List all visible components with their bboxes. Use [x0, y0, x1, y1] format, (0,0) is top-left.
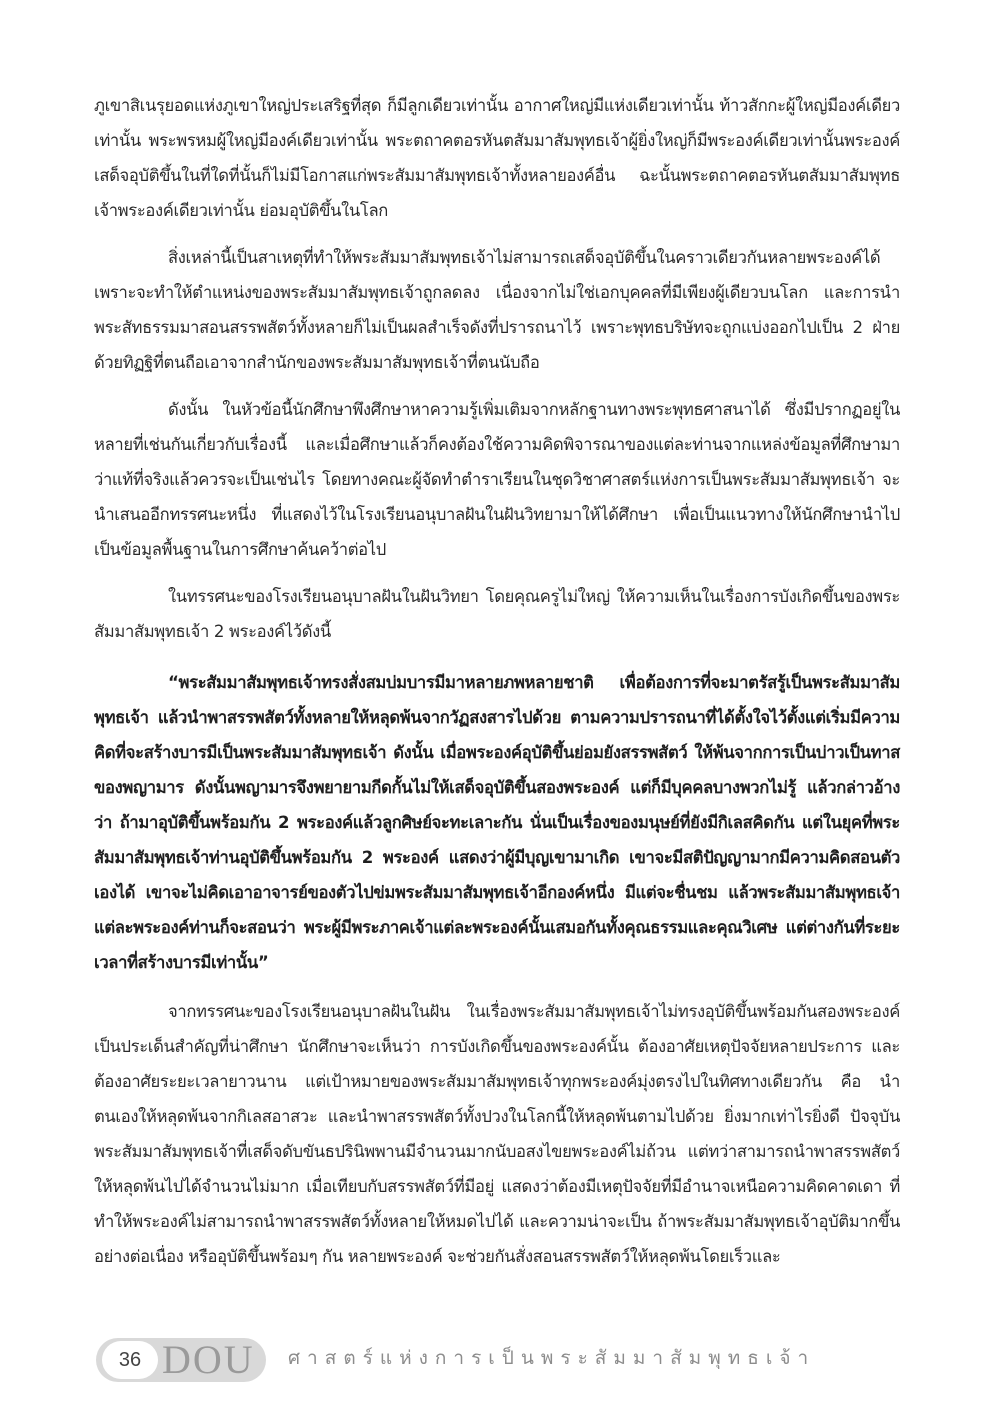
paragraph-3: ดังนั้น ในหัวข้อนี้นักศึกษาพึงศึกษาหาความรู้เพิ่มเติมจากหลักฐานทางพระพุทธศาสนาได้ ซึ่งมีปรากฏอยู่ในหลายที่เช่นกันเกี่ยวกับเรื่องนี้ และเมื่อศึกษาแล้วก็คงต้องใช้ความคิดพิจารณาของแต่ละท่านจากแหล่งข้อมูลที่ศึกษามาว่าแท้ที่จริงแล้วควรจะเป็นเช่นไร โดยทางคณะผู้จัดทำตำราเรียนในชุดวิชาศาสตร์แห่งการเป็นพระสัมมาสัมพุทธเจ้า จะนำเสนออีกทรรศนะหนึ่ง ที่แสดงไว้ในโรงเรียนอนุบาลฝันในฝันวิทยามาให้ได้ศึกษา เพื่อเป็นแนวทางให้นักศึกษานำไปเป็นข้อมูลพื้นฐานในการศึกษาค้นคว้าต่อไป [94, 400, 900, 559]
course-title: ศาสตร์แห่งการเป็นพระสัมมาสัมพุทธเจ้า [288, 1347, 816, 1369]
paragraph-2: สิ่งเหล่านี้เป็นสาเหตุที่ทำให้พระสัมมาสัมพุทธเจ้าไม่สามารถเสด็จอุบัติขึ้นในคราวเดียวกันหลายพระองค์ได้ เพราะจะทำให้ตำแหน่งของพระสัมมาสัมพุทธเจ้าถูกลดลง เนื่องจากไม่ใช่เอกบุคคลที่มีเพียงผู้เดียวบนโลก และการนำพระสัทธรรมมาสอนสรรพสัตว์ทั้งหลายก็ไม่เป็นผลสำเร็จดังที่ปรารถนาไว้ เพราะพุทธบริษัทจะถูกแบ่งออกไปเป็น 2 ฝ่ายด้วยทิฏฐิที่ตนถือเอาจากสำนักของพระสัมมาสัมพุทธเจ้าที่ตนนับถือ [94, 248, 900, 372]
paragraph-1: ภูเขาสิเนรุยอดแห่งภูเขาใหญ่ประเสริฐที่สุด ก็มีลูกเดียวเท่านั้น อากาศใหญ่มีแห่งเดียวเท่านั้น ท้าวสักกะผู้ใหญ่มีองค์เดียวเท่านั้น พระพรหมผู้ใหญ่มีองค์เดียวเท่านั้น พระตถาคตอรหันตสัมมาสัมพุทธเจ้าผู้ยิ่งใหญ่ก็มีพระองค์เดียวเท่านั้นพระองค์เสด็จอุบัติขึ้นในที่ใดที่นั้นก็ไม่มีโอกาสแก่พระสัมมาสัมพุทธเจ้าทั้งหลายองค์อื่น ฉะนั้นพระตถาคตอรหันตสัมมาสัมพุทธเจ้าพระองค์เดียวเท่านั้น ย่อมอุบัติขึ้นในโลก [94, 96, 900, 220]
page-badge [96, 1338, 266, 1382]
block-quote: “พระสัมมาสัมพุทธเจ้าทรงสั่งสมบ่มบารมีมาหลายภพหลายชาติ เพื่อต้องการที่จะมาตรัสรู้เป็นพระสัมมาสัมพุทธเจ้า แล้วนำพาสรรพสัตว์ทั้งหลายให้หลุดพ้นจากวัฏสงสารไปด้วย ตามความปรารถนาที่ได้ตั้งใจไว้ตั้งแต่เริ่มมีความคิดที่จะสร้างบารมีเป็นพระสัมมาสัมพุทธเจ้า ดังนั้น เมื่อพระองค์อุบัติขึ้นย่อมยังสรรพสัตว์ ให้พ้นจากการเป็นบ่าวเป็นทาสของพญามาร ดังนั้นพญามารจึงพยายามกีดกั้นไม่ให้เสด็จอุบัติขึ้นสองพระองค์ แต่ก็มีบุคคลบางพวกไม่รู้ แล้วกล่าวอ้างว่า ถ้ามาอุบัติขึ้นพร้อมกัน 2 พระองค์แล้วลูกศิษย์จะทะเลาะกัน นั่นเป็นเรื่องของมนุษย์ที่ยังมีกิเลสคิดกัน แต่ในยุคที่พระสัมมาสัมพุทธเจ้าท่านอุบัติขึ้นพร้อมกัน 2 พระองค์ แสดงว่าผู้มีบุญเขามาเกิด เขาจะมีสติปัญญามากมีความคิดสอนตัวเองได้ เขาจะไม่คิดเอาอาจารย์ของตัวไปข่มพระสัมมาสัมพุทธเจ้าอีกองค์หนึ่ง มีแต่จะชื่นชม แล้วพระสัมมาสัมพุทธเจ้าแต่ละพระองค์ท่านก็จะสอนว่า พระผู้มีพระภาคเจ้าแต่ละพระองค์นั้นเสมอกันทั้งคุณธรรมและคุณวิเศษ แต่ต่างกันที่ระยะเวลาที่สร้างบารมีเท่านั้น” [94, 673, 900, 972]
paragraph-4: ในทรรศนะของโรงเรียนอนุบาลฝันในฝันวิทยา โดยคุณครูไม่ใหญ่ ให้ความเห็นในเรื่องการบังเกิดขึ้นของพระสัมมาสัมพุทธเจ้า 2 พระองค์ไว้ดังนี้ [94, 587, 900, 641]
brand-logo: DOU [162, 1337, 255, 1382]
paragraph-closing: จากทรรศนะของโรงเรียนอนุบาลฝันในฝัน ในเรื่องพระสัมมาสัมพุทธเจ้าไม่ทรงอุบัติขึ้นพร้อมกันสองพระองค์ เป็นประเด็นสำคัญที่น่าศึกษา นักศึกษาจะเห็นว่า การบังเกิดขึ้นของพระองค์นั้น ต้องอาศัยเหตุปัจจัยหลายประการ และต้องอาศัยระยะเวลายาวนาน แต่เป้าหมายของพระสัมมาสัมพุทธเจ้าทุกพระองค์มุ่งตรงไปในทิศทางเดียวกัน คือ นำตนเองให้หลุดพ้นจากกิเลสอาสวะ และนำพาสรรพสัตว์ทั้งปวงในโลกนี้ให้หลุดพ้นตามไปด้วย ยิ่งมากเท่าไรยิ่งดี ปัจจุบันพระสัมมาสัมพุทธเจ้าที่เสด็จดับขันธปรินิพพานมีจำนวนมากนับอสงไขยพระองค์ไม่ถ้วน แต่ทว่าสามารถนำพาสรรพสัตว์ให้หลุดพ้นไปได้จำนวนไม่มาก เมื่อเทียบกับสรรพสัตว์ที่มีอยู่ แสดงว่าต้องมีเหตุปัจจัยที่มีอำนาจเหนือความคิดคาดเดา ที่ทำให้พระองค์ไม่สามารถนำพาสรรพสัตว์ทั้งหลายให้หมดไปได้ และความน่าจะเป็น ถ้าพระสัมมาสัมพุทธเจ้าอุบัติมากขึ้นอย่างต่อเนื่อง หรืออุบัติขึ้นพร้อมๆ กัน หลายพระองค์ จะช่วยกันสั่งสอนสรรพสัตว์ให้หลุดพ้นโดยเร็วและ [94, 1002, 900, 1266]
page-footer [96, 1334, 916, 1384]
page-number: 36 [102, 1341, 158, 1379]
body-text [94, 88, 900, 1286]
